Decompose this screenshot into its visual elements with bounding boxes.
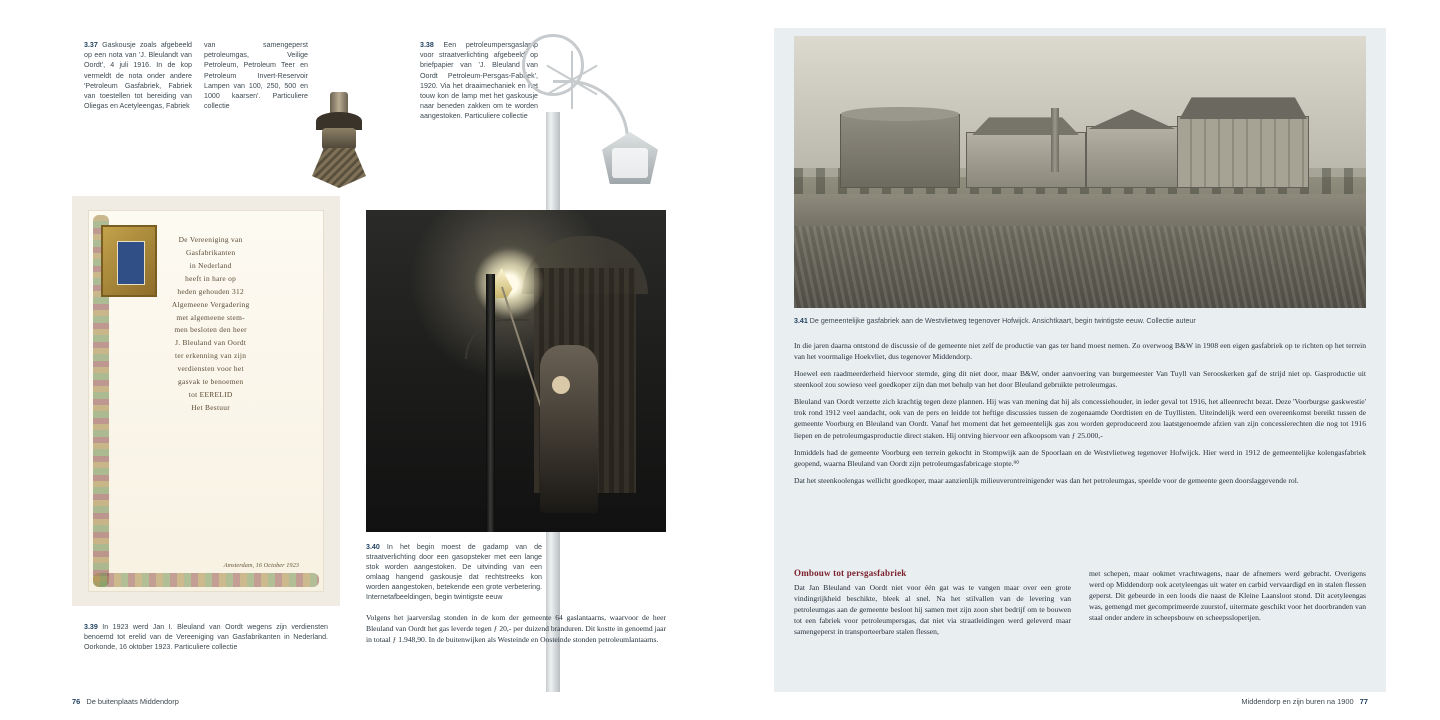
folio-number: 77 <box>1359 697 1368 706</box>
left-folio <box>72 697 179 706</box>
petroleum-lamp-illustration <box>300 92 378 192</box>
photo-gas-lighter-at-night <box>366 210 666 532</box>
certificate-line: heden gehouden 312 <box>177 286 244 296</box>
certificate-text <box>112 234 309 415</box>
paragraph: Bleuland van Oordt verzette zich krachtig tegen deze plannen. Hij was van mening dat hij als concessiehouder, in ieder geval tot 1916, het alleenrecht bezat. Deze 'Voorburgse gaskwestie' trok rond 1912 veel aandacht, ook van de pers en leidde tot heftige discussies tussen de zogenaamde Oordtisten en de Tuyllisten. Uiteindelijk werd een overeenkomst bereikt tussen de gemeente Voorburg en Bleuland van Oordt. Vanaf het moment dat het gemeentelijk gas zou worden geproduceerd zou laatstgenoemde afzien van zijn concessierechten die nog tot 1916 liepen en de petroleumgasproductie direct staken. Hij ontving hiervoor een afkoopsom van ƒ 25.000,- <box>794 397 1366 440</box>
lamp-body-icon <box>322 128 356 150</box>
section-ombouw-tot-persgasfabriek <box>794 568 1366 637</box>
certificate-line: Algemeene Vergadering <box>171 299 250 309</box>
certificate-line: ter erkenning van zijn <box>175 351 247 361</box>
caption-text: De gemeentelijke gasfabriek aan de Westvlietweg tegenover Hofwijck. Ansichtkaart, begin twintigste eeuw. Collectie auteur <box>809 317 1196 325</box>
paragraph: In die jaren daarna ontstond de discussie of de gemeente niet zelf de productie van gas ter hand moest nemen. Zo overwoog B&W in 1908 een eigen gasfabriek op te richten op het terrein van het voormalige Hoekvliet, dus tegenover Middendorp. <box>794 341 1366 362</box>
certificate-signature: Amsterdam, 16 October 1923 <box>223 562 299 569</box>
caption-text: In 1923 werd Jan I. Bleuland van Oordt wegens zijn verdiensten benoemd tot erelid van de Vereeniging van Gasfabrikanten in Nederland. Oorkonde, 16 oktober 1923. Particuliere collectie <box>84 623 328 652</box>
paragraph: Dat het steenkoolengas wellicht goedkoper, maar aanzienlijk milieuverontreinigender was dan het petroleumgas, speelde voor de gemeente geen doorslaggevende rol. <box>794 475 1299 485</box>
paragraph: Dat Jan Bleuland van Oordt niet voor één gat was te vangen maar over een grote vindingrijkheid beschikte, bleek al snel. Na het stilvallen van de levering van petroleumgas aan de gemeente besloot hij samen met zijn zoon shet bedrijf om te bouwen tot een fabriek voor petroleumpersgas, dat niet via straatleidingen werd geleverd maar samengeperst in transporteerbare stalen flessen, <box>794 583 1071 637</box>
right-folio <box>1241 697 1368 706</box>
certificate-line: J. Bleuland van Oordt <box>175 338 247 348</box>
paragraph: Hoewel een raadmeerderheid hiervoor stemde, ging dit niet door, maar B&W, onder aanvoering van burgemeester Van Tuyll van Serooskerken gaf de strijd niet op. Gasproductie uit steenkool zou sowieso veel goedkoper zijn dan met behulp van het door Bleuland gebruikte petroleumgas. <box>794 369 1366 390</box>
certificate-line: Gasfabrikanten <box>185 247 236 257</box>
factory-building <box>1086 126 1178 188</box>
caption-text: Gaskousje zoals afgebeeld op een nota van 'J. Bleulandt van Oordt', 4 juli 1916. In de kop vermeldt de nota onder andere 'Petroleum Gasfabriek, Fabriek van toestellen tot bereiding van Oliegas en Acetyleengas, Fabriek <box>84 41 192 111</box>
lantern-arm-icon <box>553 80 629 140</box>
caption-3-39 <box>84 622 328 652</box>
photo-municipal-gas-factory <box>794 36 1366 308</box>
certificate-line: heeft in hare op <box>185 273 237 283</box>
certificate-line: Het Bestuur <box>191 403 231 413</box>
caption-3-41 <box>794 316 1366 326</box>
lamp-chimney-icon <box>330 92 348 114</box>
right-page <box>720 0 1440 720</box>
right-body-text <box>794 340 1366 492</box>
decorative-border-icon <box>93 573 319 587</box>
caption-number: 3.37 <box>84 41 98 49</box>
lamp-post <box>486 274 495 532</box>
photo-foreground-field <box>794 226 1366 308</box>
lamp-base-icon <box>312 148 366 188</box>
paragraph: Inmiddels had de gemeente Voorburg een terrein gekocht in Stompwijk aan de Spoorlaan en de Westvlietweg tegenover Hofwijck. Hier werd in 1912 de gemeentelijke kolengasfabriek geopend, waarna Bleuland van Oordt zijn petroleumgasfabricage stopte.⁹⁰ <box>794 447 1366 468</box>
paragraph: met schepen, maar ookmet vrachtwagens, naar de afnemers werd gebracht. Overigens werd op Middendorp ook acetyleengas uit water en carbid vervaardigd en in stalen flessen geperst. Dit gebeurde in een loods die naast de Kleine Laansloot stond. Dit acetyleengas was, gemengd met gecomprimeerde zuurstof, uitermate geschikt voor het doorbranden van staal onder andere in scheepsbouw en scheepssloperijen. <box>1089 569 1366 623</box>
caption-text: van samengeperst petroleumgas, Veilige Petroleum, Petroleum Teer en Petroleum Invert-Reservoir Lampen van 100, 250, 500 en 1000 kaarsen'. Particuliere collectie <box>204 41 308 111</box>
certificate-inner <box>88 210 324 592</box>
gasholder-building <box>840 114 960 188</box>
section-column-2 <box>1089 568 1366 637</box>
factory-chimney <box>1051 108 1059 172</box>
paragraph: Volgens het jaarverslag stonden in de kom der gemeente 64 gaslantaarns, waarvoor de heer Bleuland van Oordt het gas leverde tegen ƒ 20,- per duizend branduren. Dit kostte in genoemd jaar in totaal ƒ 1.948,90. In de buitenwijken als Westeinde en Oosteinde stonden petroleumlantaarns. <box>366 613 666 645</box>
caption-text: Een petroleumpersgaslamp voor straatverlichting afgebeeld op briefpapier van 'J. Bleuland van Oordt Petroleum-Persgas-Fabriek', 1920. Via het draaimechaniek en het touw kon de lamp met het gaskousje naar beneden zakken om te worden aangestoken. Particuliere collectie <box>420 41 538 121</box>
certificate-line: tot EERELID <box>188 390 233 400</box>
caption-3-40 <box>366 542 542 602</box>
section-column-1 <box>794 568 1071 637</box>
certificate-image <box>72 196 340 606</box>
certificate-line: met algemeene stem- <box>176 312 245 322</box>
folio-title: De buitenplaats Middendorp <box>86 697 179 706</box>
certificate-line: men besloten den heer <box>174 325 247 335</box>
certificate-line: verdiensten voor het <box>177 364 244 374</box>
gas-lighter-person <box>540 345 598 513</box>
caption-3-37-continued <box>204 40 308 111</box>
caption-number: 3.40 <box>366 543 380 551</box>
lantern-glass-icon <box>612 148 648 178</box>
caption-number: 3.39 <box>84 623 98 631</box>
certificate-line: gasvak te benoemen <box>178 377 244 387</box>
caption-3-37 <box>84 40 192 111</box>
folio-number: 76 <box>72 697 81 706</box>
caption-text: In het begin moest de gadamp van de straatverlichting door een gasopsteker met een lange stok worden aangestoken. De uitvinding van een omlaag hangend gaskousje dat rechtstreeks kon worden aangestoken, betekende een grote verbetering. Internetafbeeldingen, begin twintigste eeuw <box>366 543 542 602</box>
caption-number: 3.38 <box>420 41 434 49</box>
certificate-line: in Nederland <box>189 260 232 270</box>
caption-number: 3.41 <box>794 317 808 325</box>
person-head <box>552 376 570 394</box>
certificate-line: De Vereeniging van <box>178 234 243 244</box>
left-body-text <box>366 612 666 651</box>
section-heading: Ombouw tot persgasfabriek <box>794 568 907 578</box>
factory-building <box>966 132 1086 188</box>
right-content-panel <box>774 28 1386 692</box>
folio-title: Middendorp en zijn buren na 1900 <box>1241 697 1354 706</box>
factory-hall <box>1177 116 1309 188</box>
